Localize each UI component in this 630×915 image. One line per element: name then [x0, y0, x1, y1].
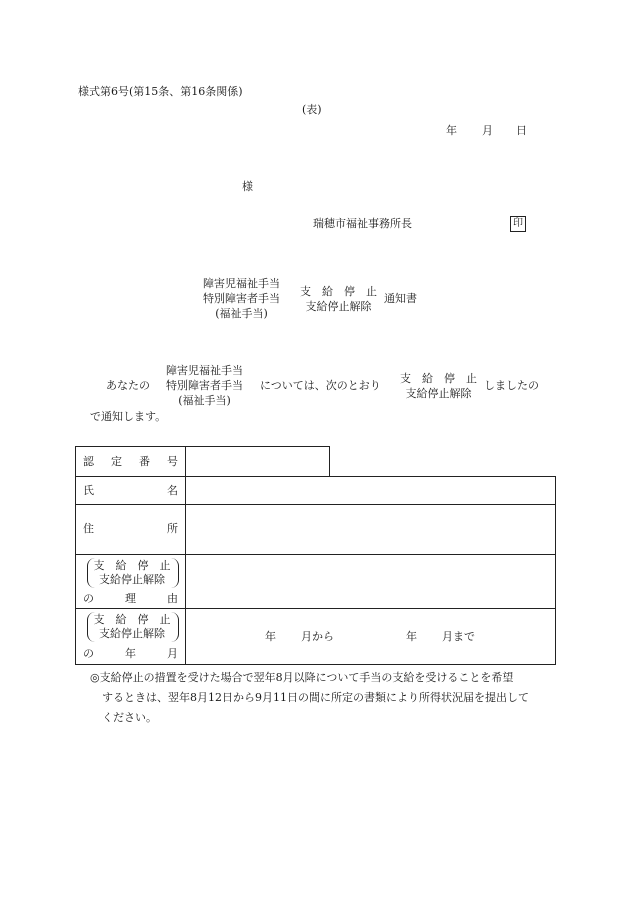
body-allowance-3: (福祉手当): [178, 394, 231, 407]
date-year: 年: [446, 124, 457, 137]
body-actions: [400, 371, 477, 401]
body-allowance-1: 障害児福祉手当: [166, 364, 243, 377]
body-trail: しましたの: [484, 379, 539, 392]
body-lead: あなたの: [106, 379, 150, 392]
note: [90, 668, 560, 728]
title-allowance-2: 特別障害者手当: [203, 292, 280, 305]
body-allowance-2: 特別障害者手当: [166, 379, 243, 392]
title-suffix: 通知書: [384, 292, 417, 305]
seal-icon: 印: [510, 216, 526, 232]
date-month: 月: [482, 124, 493, 137]
note-line-2: するときは、翌年8月12日から9月11日の間に所定の書類により所得状況届を提出して: [102, 691, 529, 704]
address-label: 住 所: [83, 522, 178, 535]
title-action-2: 支給停止解除: [305, 300, 372, 313]
period-bracket-text: 支 給 停 止 支給停止解除: [93, 613, 171, 640]
title-allowances: [203, 276, 280, 321]
body-action-2: 支給停止解除: [405, 387, 472, 400]
addressee-suffix: 様: [242, 180, 253, 193]
title-actions: [300, 284, 377, 314]
cert-no-label: 認 定 番 号: [83, 455, 178, 468]
note-line-1: ◎支給停止の措置を受けた場合で翌年8月以降について手当の支給を受けることを希望: [90, 671, 514, 684]
info-table: [75, 446, 556, 665]
issuer: 瑞穂市福祉事務所長: [313, 217, 412, 230]
period-label-tail: の 年 月: [83, 647, 178, 660]
period-to-month: 月まで: [442, 630, 475, 643]
period-to-year: 年: [406, 630, 417, 643]
body-middle: については、次のとおり: [260, 379, 381, 392]
side-label: (表): [302, 103, 322, 116]
body-allowances: [166, 363, 243, 408]
body-wrap: で通知します。: [90, 410, 167, 423]
title-allowance-1: 障害児福祉手当: [203, 277, 280, 290]
period-from-month: 月から: [301, 630, 334, 643]
note-line-3: ください。: [102, 711, 157, 724]
title-action-1: 支 給 停 止: [300, 285, 377, 298]
reason-bracket-text: 支 給 停 止 支給停止解除: [93, 559, 171, 586]
body-action-1: 支 給 停 止: [400, 372, 477, 385]
date-day: 日: [516, 124, 527, 137]
period-from-year: 年: [265, 630, 276, 643]
name-label: 氏 名: [83, 484, 178, 497]
form-number: 様式第6号(第15条、第16条関係): [78, 85, 243, 98]
reason-label-tail: の 理 由: [83, 592, 178, 605]
title-allowance-3: (福祉手当): [215, 307, 268, 320]
